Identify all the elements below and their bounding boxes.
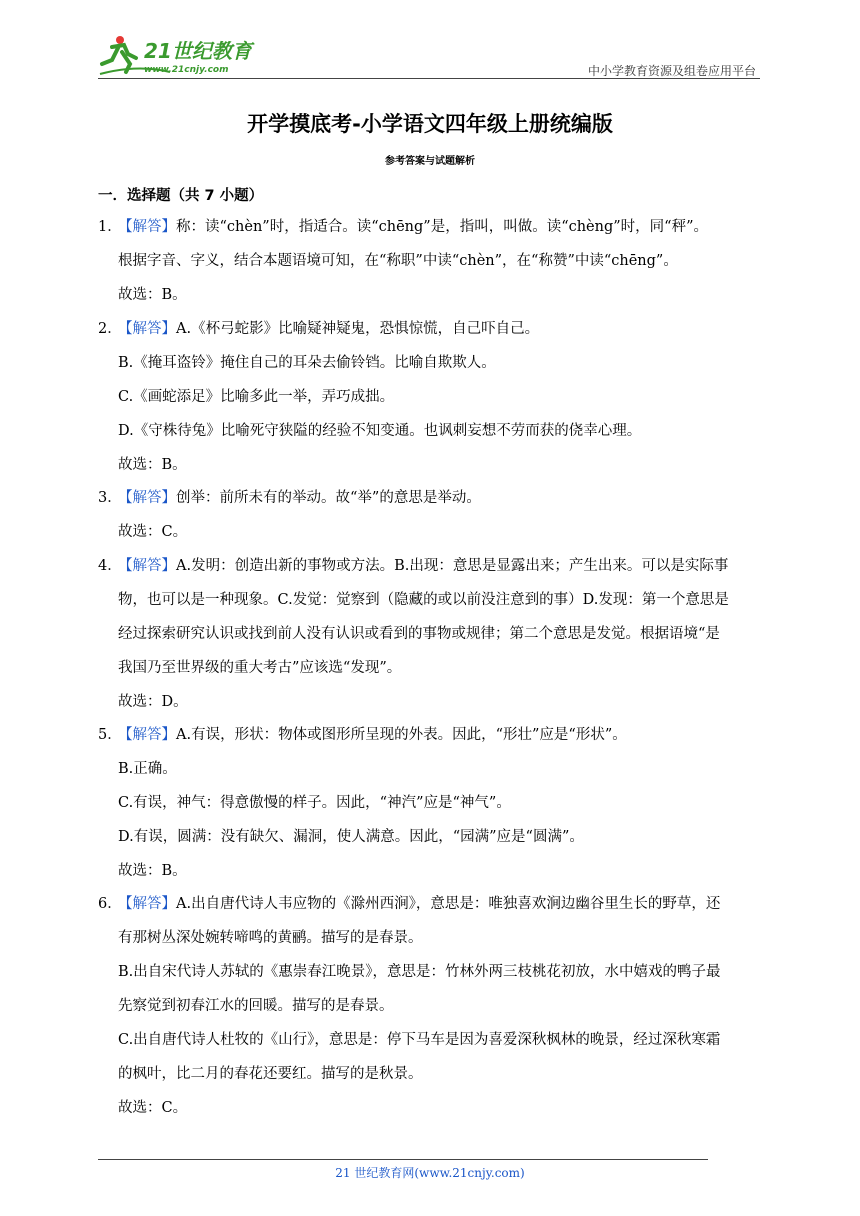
- answer-choice: 故选：D。: [118, 694, 188, 710]
- answer-line: B.《掩耳盗铃》掩住自己的耳朵去偷铃铛。比喻自欺欺人。: [118, 355, 496, 371]
- footer-divider: [98, 1159, 708, 1160]
- section-heading: 一．选择题（共 7 小题）: [98, 188, 264, 204]
- answer-line: 的枫叶，比二月的春花还要红。描写的是秋景。: [118, 1066, 423, 1082]
- page-header: [98, 34, 760, 78]
- answer-line: 先察觉到初春江水的回暖。描写的是春景。: [118, 998, 394, 1014]
- answer-text: 称：读“chèn”时，指适合。读“chēng”是，指叫，叫做。读“chèng”时，同“秤”。: [176, 219, 709, 235]
- answer-choice: 故选：C。: [118, 1100, 188, 1116]
- footer-link[interactable]: 21 世纪教育网(www.21cnjy.com): [335, 1166, 525, 1180]
- question-number: 1．: [98, 219, 122, 235]
- header-divider: [98, 78, 760, 79]
- svg-text:21世纪教育: 21世纪教育: [144, 39, 252, 63]
- answer-line: D.《守株待兔》比喻死守狭隘的经验不知变通。也讽刺妄想不劳而获的侥幸心理。: [118, 423, 642, 439]
- answer-choice: 故选：B。: [118, 863, 187, 879]
- answer-tag: 【解答】: [118, 490, 176, 506]
- answer-choice: 故选：C。: [118, 524, 188, 540]
- answer-line: 我国乃至世界级的重大考古”应该选“发现”。: [118, 660, 402, 676]
- page-subtitle: 参考答案与试题解析: [385, 156, 475, 167]
- answer-line: C.出自唐代诗人杜牧的《山行》，意思是：停下马车是因为喜爱深秋枫林的晚景，经过深秋寒霜: [118, 1032, 721, 1048]
- answer-choice: 故选：B。: [118, 287, 187, 303]
- question-1: [98, 210, 762, 312]
- question-number: 2．: [98, 321, 122, 337]
- svg-text:www.21cnjy.com: www.21cnjy.com: [144, 65, 229, 75]
- answer-text: A.发明：创造出新的事物或方法。B.出现：意思是显露出来；产生出来。可以是实际事: [176, 558, 729, 574]
- site-logo: [98, 34, 268, 78]
- answer-text: 创举：前所未有的举动。故“举”的意思是举动。: [176, 490, 481, 506]
- answer-tag: 【解答】: [118, 219, 176, 235]
- answer-line: 有那树丛深处婉转啼鸣的黄鹂。描写的是春景。: [118, 930, 423, 946]
- answer-line: 经过探索研究认识或找到前人没有认识或看到的事物或规律；第二个意思是发觉。根据语境“是: [118, 626, 720, 642]
- question-number: 3．: [98, 490, 122, 506]
- answer-line: B.正确。: [118, 761, 177, 777]
- question-6: [98, 887, 762, 1125]
- answer-line: 物，也可以是一种现象。C.发觉：觉察到（隐藏的或以前没注意到的事）D.发现：第一个意思是: [118, 592, 729, 608]
- question-2: [98, 312, 762, 482]
- question-number: 5．: [98, 727, 122, 743]
- answer-tag: 【解答】: [118, 896, 176, 912]
- question-5: [98, 718, 762, 888]
- answer-tag: 【解答】: [118, 727, 176, 743]
- answer-choice: 故选：B。: [118, 457, 187, 473]
- question-3: [98, 481, 762, 549]
- question-number: 4．: [98, 558, 122, 574]
- answer-line: B.出自宋代诗人苏轼的《惠崇春江晚景》，意思是：竹林外两三枝桃花初放，水中嬉戏的鸭子最: [118, 964, 721, 980]
- platform-name: 中小学教育资源及组卷应用平台: [587, 64, 756, 78]
- answer-line: D.有误，圆满：没有缺欠、漏洞，使人满意。因此，“园满”应是“圆满”。: [118, 829, 584, 845]
- question-number: 6．: [98, 896, 122, 912]
- answer-tag: 【解答】: [118, 321, 176, 337]
- answer-text: A.《杯弓蛇影》比喻疑神疑鬼，恐惧惊慌，自己吓自己。: [176, 321, 540, 337]
- answer-text: A.出自唐代诗人韦应物的《滁州西涧》，意思是：唯独喜欢涧边幽谷里生长的野草，还: [176, 896, 721, 912]
- answer-text: A.有误，形状：物体或图形所呈现的外表。因此，“形壮”应是“形状”。: [176, 727, 627, 743]
- answer-line: C.《画蛇添足》比喻多此一举，弄巧成拙。: [118, 389, 395, 405]
- page-title: 开学摸底考-小学语文四年级上册统编版: [247, 112, 613, 136]
- answer-tag: 【解答】: [118, 558, 176, 574]
- answer-line: 根据字音、字义，结合本题语境可知，在“称职”中读“chèn”，在“称赞”中读“chēng”。: [118, 253, 678, 269]
- answer-line: C.有误，神气：得意傲慢的样子。因此，“神汽”应是“神气”。: [118, 795, 511, 811]
- question-4: [98, 549, 762, 719]
